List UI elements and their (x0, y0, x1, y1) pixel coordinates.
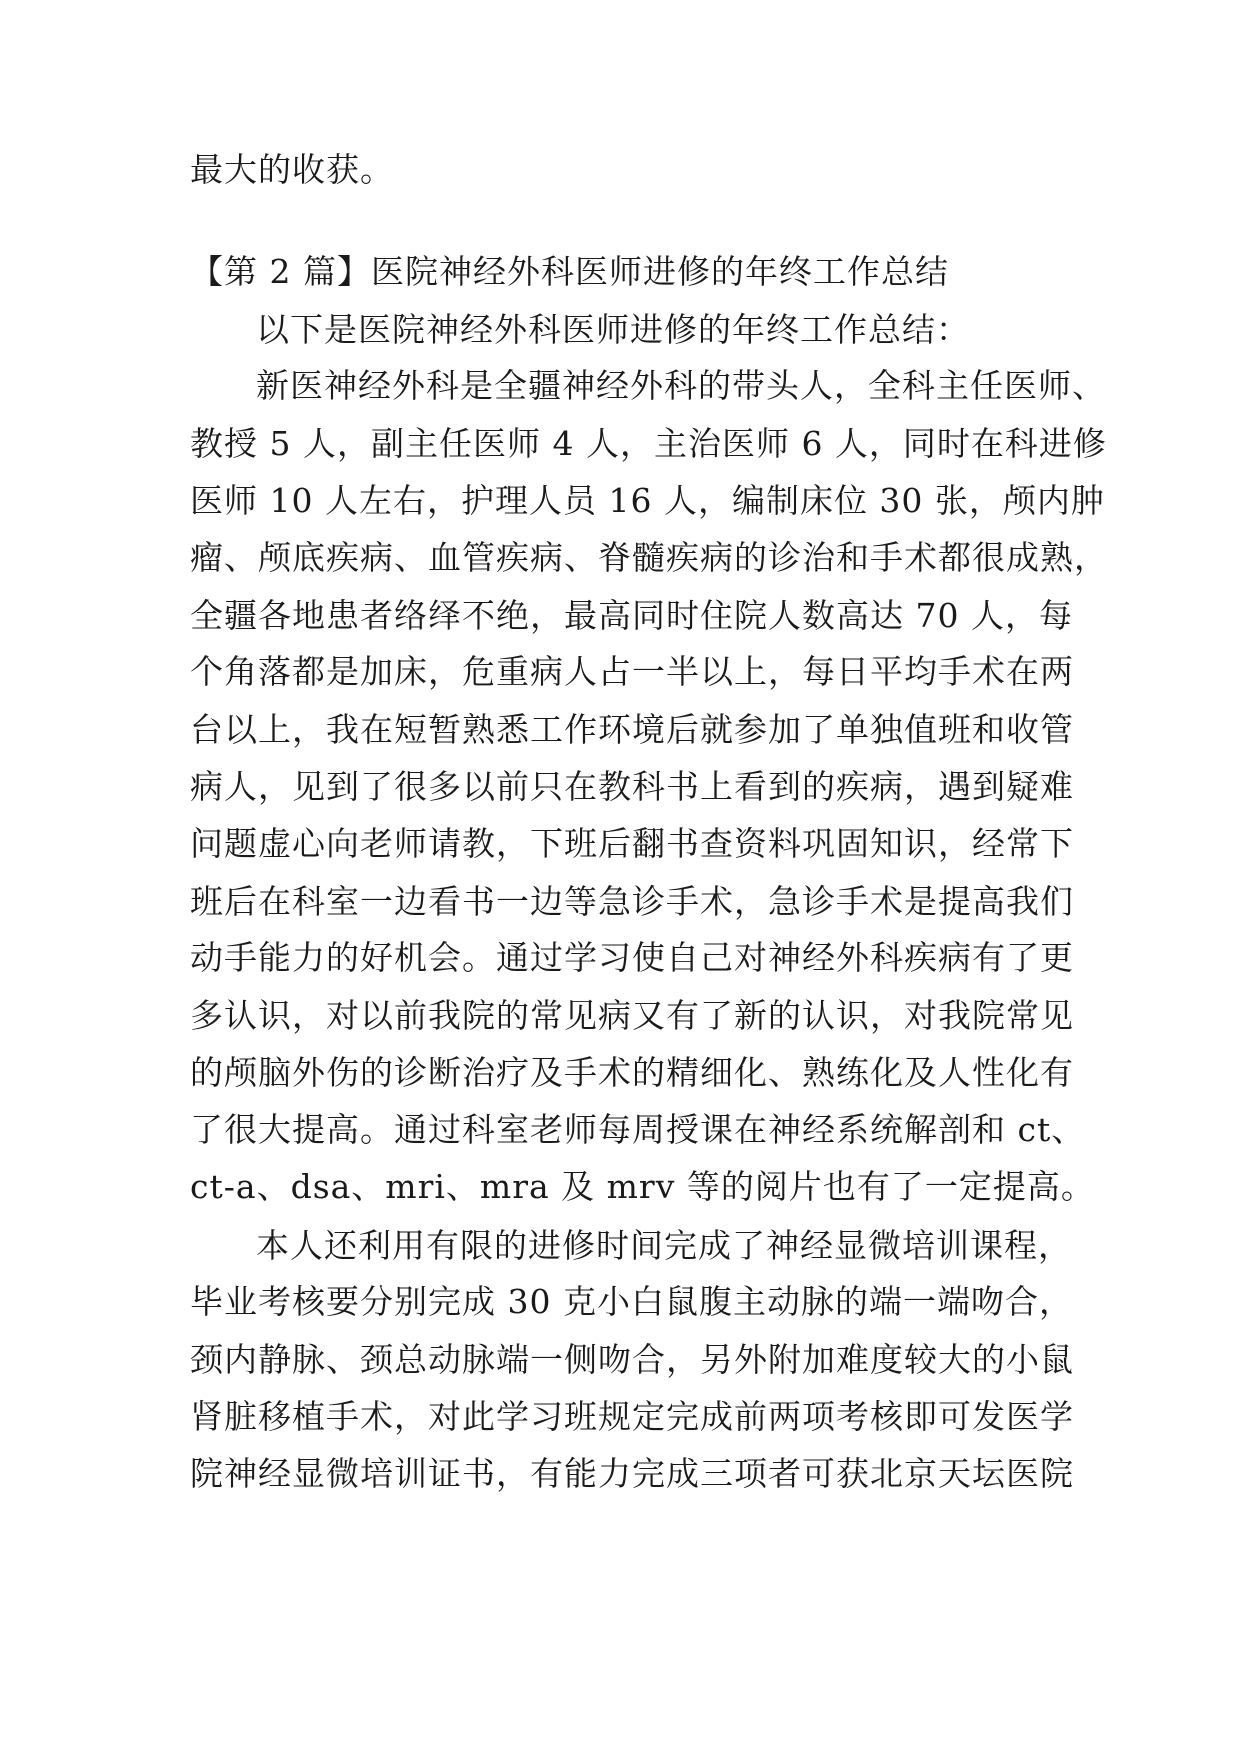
paragraph-line: 最大的收获。 (190, 150, 394, 189)
paragraph-line: 毕业考核要分别完成 30 克小白鼠腹主动脉的端一端吻合， (190, 1282, 1073, 1321)
paragraph-line: 教授 5 人，副主任医师 4 人，主治医师 6 人，同时在科进修 (190, 424, 1107, 463)
paragraph-line: 肾脏移植手术，对此学习班规定完成前两项考核即可发医学 (190, 1397, 1074, 1436)
paragraph-line: 台以上，我在短暂熟悉工作环境后就参加了单独值班和收管 (190, 710, 1074, 749)
paragraph-line: 院神经显微培训证书，有能力完成三项者可获北京天坛医院 (190, 1454, 1074, 1493)
section-heading: 【第 2 篇】医院神经外科医师进修的年终工作总结 (190, 252, 949, 291)
paragraph-line: 班后在科室一边看书一边等急诊手术，急诊手术是提高我们 (190, 882, 1074, 921)
paragraph-line: 新医神经外科是全疆神经外科的带头人，全科主任医师、 (256, 366, 1106, 405)
paragraph-line: 多认识，对以前我院的常见病又有了新的认识，对我院常见 (190, 996, 1074, 1035)
paragraph-line: 的颅脑外伤的诊断治疗及手术的精细化、熟练化及人性化有 (190, 1053, 1074, 1092)
paragraph-line: 个角落都是加床，危重病人占一半以上，每日平均手术在两 (190, 652, 1074, 691)
paragraph-line: 瘤、颅底疾病、血管疾病、脊髓疾病的诊治和手术都很成熟， (190, 538, 1108, 577)
paragraph-line: 病人，见到了很多以前只在教科书上看到的疾病，遇到疑难 (190, 767, 1074, 806)
paragraph-line: ct-a、dsa、mri、mra 及 mrv 等的阅片也有了一定提高。 (190, 1167, 1095, 1206)
paragraph-line: 医师 10 人左右，护理人员 16 人，编制床位 30 张，颅内肿 (190, 481, 1105, 520)
paragraph-line: 了很大提高。通过科室老师每周授课在神经系统解剖和 ct、 (190, 1110, 1086, 1149)
paragraph-line: 问题虚心向老师请教，下班后翻书查资料巩固知识，经常下 (190, 824, 1074, 863)
paragraph-line: 颈内静脉、颈总动脉端一侧吻合，另外附加难度较大的小鼠 (190, 1340, 1074, 1379)
paragraph-line: 以下是医院神经外科医师进修的年终工作总结： (256, 310, 970, 349)
paragraph-line: 全疆各地患者络绎不绝，最高同时住院人数高达 70 人，每 (190, 596, 1073, 635)
paragraph-line: 本人还利用有限的进修时间完成了神经显微培训课程， (256, 1226, 1072, 1265)
paragraph-line: 动手能力的好机会。通过学习使自己对神经外科疾病有了更 (190, 938, 1074, 977)
